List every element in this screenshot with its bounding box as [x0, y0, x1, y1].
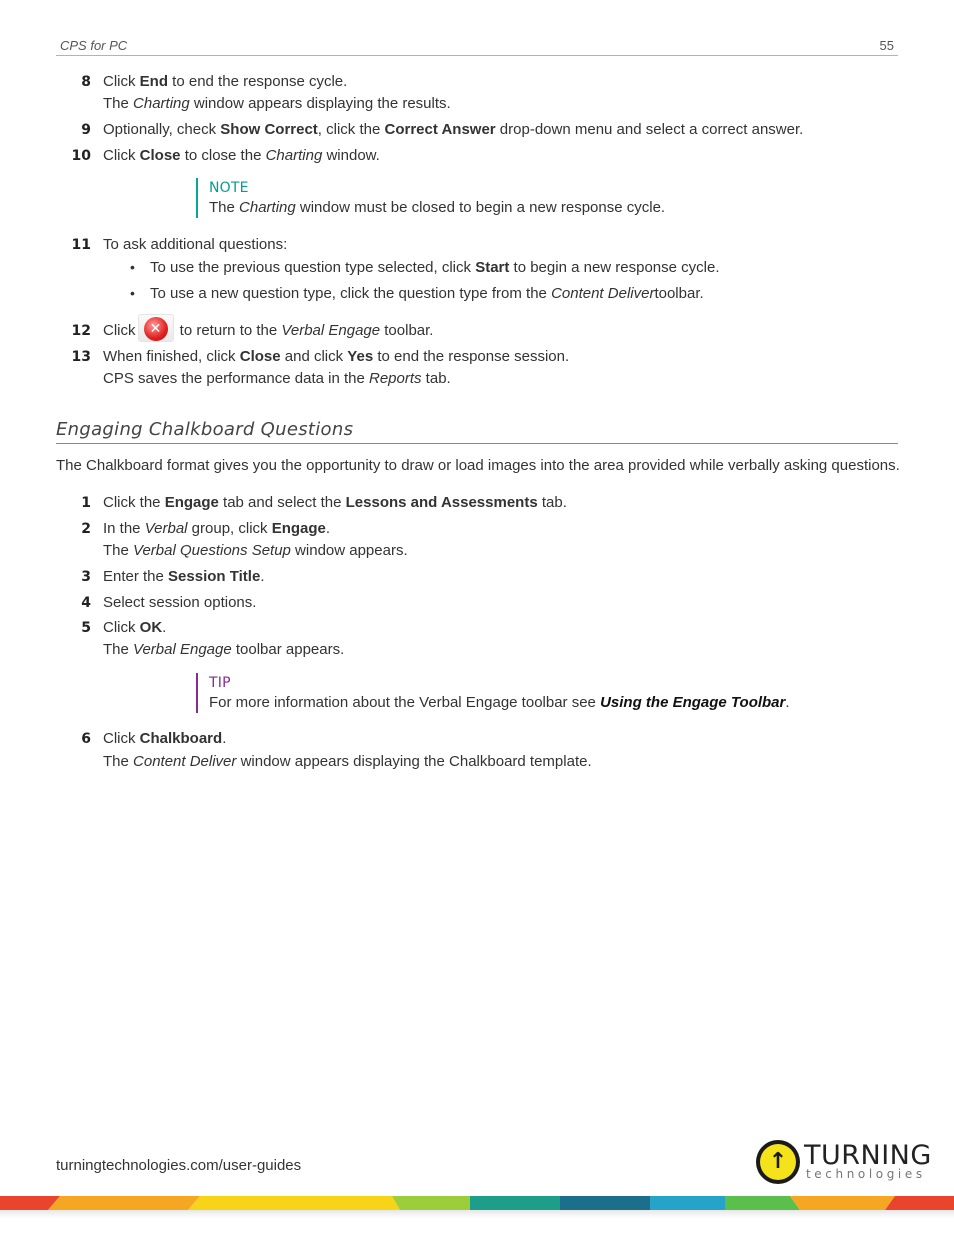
stripe-segment — [188, 1196, 400, 1210]
note-label: NOTE — [209, 180, 249, 196]
logo-subtext: technologies — [806, 1167, 926, 1181]
step-text: To ask additional questions: — [103, 236, 288, 253]
step-text: Optionally, check Show Correct, click the Correct Answer drop-down menu and select a correct answer. — [103, 121, 804, 138]
step-text: In the Verbal group, click Engage. — [103, 520, 331, 537]
step-result: The Verbal Engage toolbar appears. — [103, 641, 345, 658]
turning-technologies-logo — [756, 1140, 931, 1188]
tip-label: TIP — [209, 675, 231, 691]
step-result: The Content Deliver window appears displaying the Chalkboard template. — [103, 753, 592, 770]
step-text: When finished, click Close and click Yes to end the response session. — [103, 348, 570, 365]
step-result: The Verbal Questions Setup window appears. — [103, 542, 408, 559]
list-item: • To use a new question type, click the question type from the Content Delivertoolbar. — [130, 282, 704, 305]
bullet-icon: • — [130, 285, 135, 301]
stripe-segment — [885, 1196, 954, 1210]
stripe-shadow — [0, 1210, 954, 1218]
step-number: 8 — [81, 74, 91, 90]
note-text: The Charting window must be closed to begin a new response cycle. — [209, 199, 666, 216]
stripe-segment — [725, 1196, 800, 1210]
stripe-segment — [560, 1196, 650, 1210]
page-number: 55 — [879, 38, 894, 53]
step-number: 12 — [71, 323, 91, 339]
bullet-icon: • — [130, 259, 135, 275]
list-item: • To use the previous question type selected, click Start to begin a new response cycle. — [130, 256, 720, 279]
step-result: The Charting window appears displaying the results. — [103, 95, 451, 112]
close-circle-icon: ✕ — [138, 314, 174, 342]
step-number: 13 — [71, 349, 91, 365]
step-number: 11 — [71, 237, 91, 253]
document-title: CPS for PC — [60, 38, 128, 53]
logo-arrow-icon: ↑ — [756, 1140, 800, 1184]
step-text: Select session options. — [103, 594, 257, 611]
step-text: Enter the Session Title. — [103, 568, 265, 585]
color-stripe — [0, 1196, 954, 1210]
step-text: Click the Engage tab and select the Lessons and Assessments tab. — [103, 494, 567, 511]
step-number: 3 — [81, 569, 91, 585]
step-number: 5 — [81, 620, 91, 636]
step-number: 10 — [71, 148, 91, 164]
step-result: CPS saves the performance data in the Reports tab. — [103, 370, 451, 387]
tip-callout — [196, 673, 790, 713]
stripe-segment — [48, 1196, 200, 1210]
stripe-segment — [470, 1196, 560, 1210]
step-text: Click OK. — [103, 619, 167, 636]
step-number: 6 — [81, 731, 91, 747]
stripe-segment — [790, 1196, 895, 1210]
section-heading: Engaging Chalkboard Questions — [56, 419, 898, 444]
step-text: Click Chalkboard. — [103, 730, 227, 747]
footer-url[interactable]: turningtechnologies.com/user-guides — [56, 1157, 302, 1174]
step-number: 4 — [81, 595, 91, 611]
section-intro: The Chalkboard format gives you the opportunity to draw or load images into the area provided while verbally asking questions. — [56, 457, 900, 474]
step-number: 1 — [81, 495, 91, 511]
page-header — [56, 38, 898, 56]
step-text: Click ✕ to return to the Verbal Engage toolbar. — [103, 320, 433, 342]
stripe-segment — [392, 1196, 470, 1210]
step-number: 2 — [81, 521, 91, 537]
engage-toolbar-link[interactable]: Using the Engage Toolbar — [600, 694, 786, 711]
step-text: Click Close to close the Charting window. — [103, 147, 380, 164]
step-number: 9 — [81, 122, 91, 138]
step-text: Click End to end the response cycle. — [103, 73, 348, 90]
tip-text: For more information about the Verbal Engage toolbar see Using the Engage Toolbar. — [209, 694, 790, 711]
note-callout — [196, 178, 665, 218]
stripe-segment — [650, 1196, 725, 1210]
logo-wordmark: TURNING — [804, 1140, 932, 1171]
